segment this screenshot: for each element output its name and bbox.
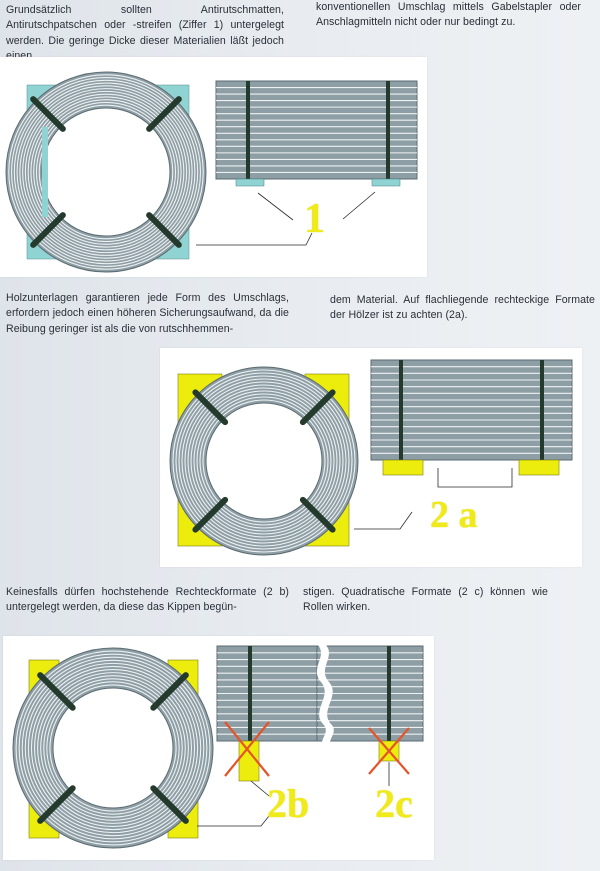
coil-front-view xyxy=(13,648,213,848)
figure-wood-upright-panel xyxy=(3,636,434,860)
upright-paragraph-left: Keinesfalls dürfen hochstehende Rechteckformate (2 b) untergelegt werden, da diese das Kippen begün- xyxy=(6,586,289,614)
figure-antislip-drawing xyxy=(0,57,427,277)
coil-side-view-left xyxy=(217,646,317,741)
antislip-strip-right xyxy=(372,179,400,186)
wood-strip-right xyxy=(519,460,559,475)
inner-pad-left xyxy=(42,127,48,217)
upright-paragraph-right: stigen. Quadratische Formate (2 c) können wie Rollen wirken. xyxy=(303,586,548,614)
leader-line-1-right xyxy=(343,192,375,219)
wood-strip-left xyxy=(383,460,423,475)
label-2b: 2b xyxy=(267,781,310,826)
intro-paragraph-left: Grundsätzlich sollten Antirutschmatten, Antirutschpatschen oder -streifen (Ziffer 1) untergelegt werden. Die geringe Dicke dieser Materialien läßt jedoch xyxy=(6,4,284,47)
label-2c: 2c xyxy=(375,781,413,826)
label-1: 1 xyxy=(304,196,325,242)
wood-paragraph-left: Holzunterlagen garantieren jede Form des Umschlags, erfordern jedoch einen höheren Sicherungsaufwand, da die Reibung geringer ist als die von rutschhemmen- xyxy=(6,292,289,335)
label-2a: 2 a xyxy=(430,494,478,536)
figure-wood-upright-drawing xyxy=(3,636,434,860)
wood-paragraph-right: dem Material. Auf flachliegende rechteckige Formate der Hölzer ist zu achten (2a). xyxy=(330,294,595,322)
intro-paragraph-right: konventionellen Umschlag mittels Gabelstapler oder Anschlagmitteln nicht oder nur bedingt zu. xyxy=(316,1,581,29)
leader-line-2a-bottom xyxy=(354,512,412,529)
figure-wood-flat-drawing xyxy=(160,348,582,567)
coil-front-view xyxy=(170,367,358,555)
leader-bracket-2a xyxy=(438,468,512,487)
figure-antislip-panel xyxy=(0,57,427,277)
coil-front-view xyxy=(6,72,206,272)
antislip-strip-left xyxy=(236,179,264,186)
leader-line-bottom xyxy=(197,816,269,826)
leader-line-1-left xyxy=(258,193,293,220)
figure-wood-flat-panel xyxy=(160,348,582,567)
leader-line-1-bottom xyxy=(196,233,312,245)
